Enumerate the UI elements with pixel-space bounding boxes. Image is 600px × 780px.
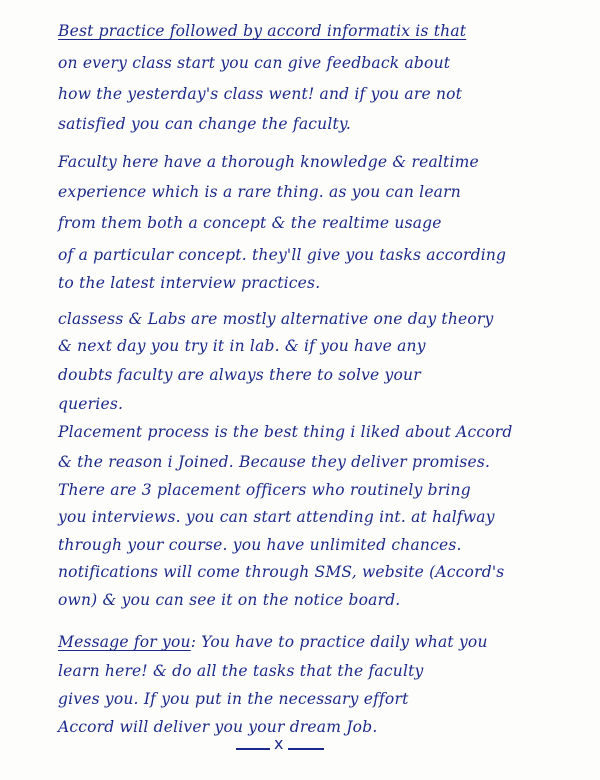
text-line: Placement process is the best thing i liked about Accord xyxy=(58,423,513,441)
text-line: There are 3 placement officers who routinely bring xyxy=(58,481,471,499)
text-line: own) & you can see it on the notice board. xyxy=(58,591,401,609)
signoff-dash-left xyxy=(236,748,270,750)
text-line: notifications will come through SMS, website (Accord's xyxy=(58,563,505,581)
text-line: Faculty here have a thorough knowledge & realtime xyxy=(58,153,479,171)
message-heading: Message for you xyxy=(58,633,191,651)
text-line: experience which is a rare thing. as you can learn xyxy=(58,183,461,201)
text-line: on every class start you can give feedback about xyxy=(58,54,451,72)
text-line: to the latest interview practices. xyxy=(58,274,321,292)
text-line: classess & Labs are mostly alternative one day theory xyxy=(58,310,494,328)
text-line: gives you. If you put in the necessary effort xyxy=(58,690,409,708)
text-line xyxy=(58,22,466,40)
signoff-x: x xyxy=(274,734,284,753)
text-line: how the yesterday's class went! and if you are not xyxy=(58,85,463,103)
text-line: satisfied you can change the faculty. xyxy=(58,115,351,133)
text-line: Accord will deliver you your dream Job. xyxy=(58,718,378,736)
text-line: & the reason i Joined. Because they deliver promises. xyxy=(58,453,491,471)
text-line: from them both a concept & the realtime usage xyxy=(58,214,442,232)
message-text: : You have to practice daily what you xyxy=(190,633,488,651)
text-line: learn here! & do all the tasks that the faculty xyxy=(58,662,424,680)
text-line: you interviews. you can start attending int. at halfway xyxy=(58,508,495,526)
signoff-mark xyxy=(236,734,326,757)
text-line xyxy=(58,633,488,651)
text-line: doubts faculty are always there to solve your xyxy=(58,366,421,384)
text-line: through your course. you have unlimited chances. xyxy=(58,536,462,554)
text-line: of a particular concept. they'll give you tasks according xyxy=(58,246,507,264)
signoff-dash-right xyxy=(288,748,324,750)
text-line: queries. xyxy=(58,395,124,413)
text-line: & next day you try it in lab. & if you have any xyxy=(58,337,426,355)
underlined-phrase: Best practice followed by accord informatix is that xyxy=(58,22,467,40)
